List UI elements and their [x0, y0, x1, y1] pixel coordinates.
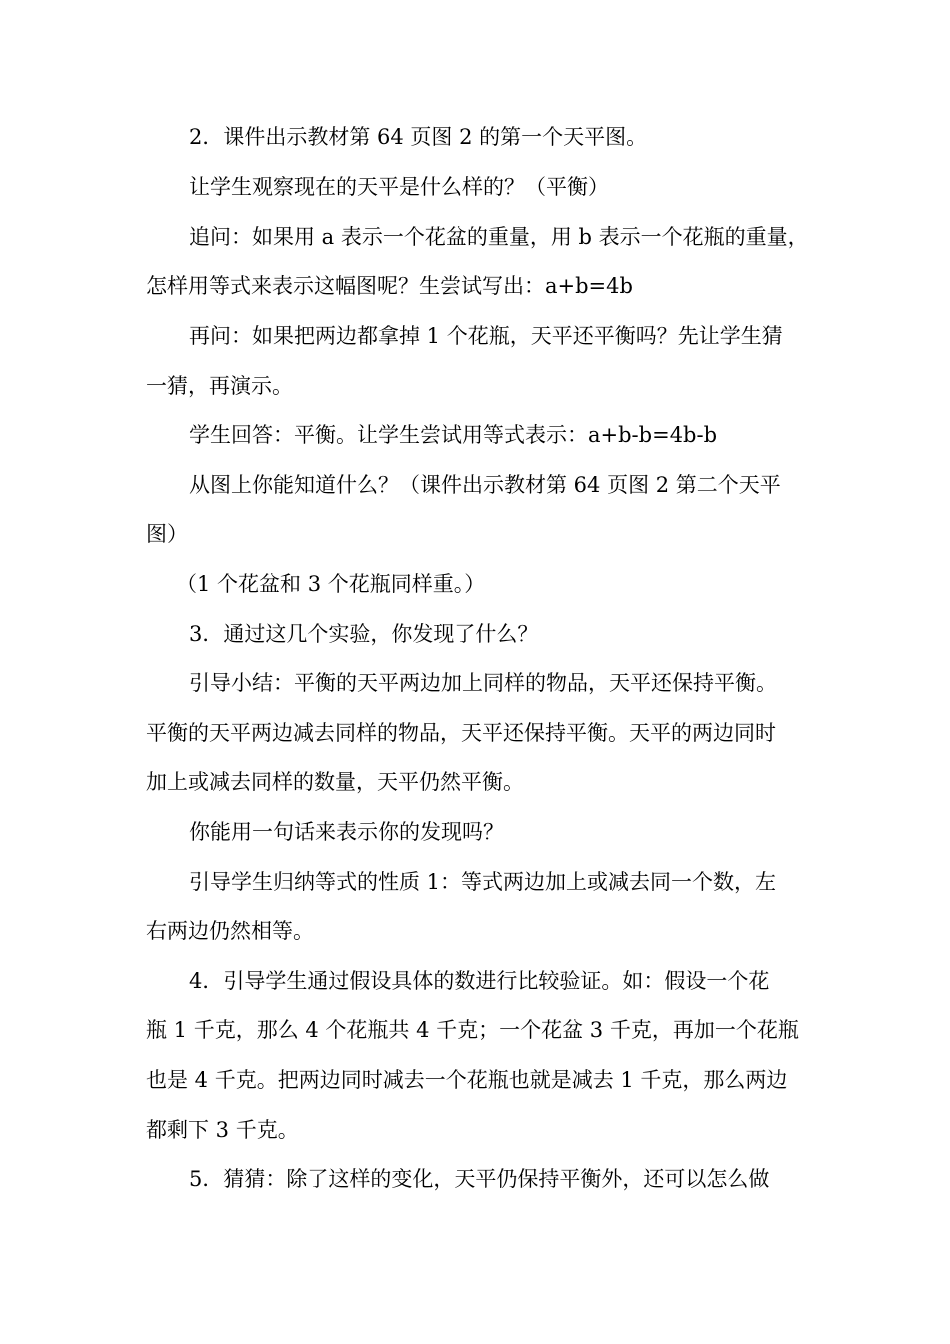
paragraph-line: （1 个花盆和 3 个花瓶同样重。） [176, 572, 486, 596]
paragraph-line: 引导小结：平衡的天平两边加上同样的物品，天平还保持平衡。 [189, 671, 777, 695]
paragraph-line: 再问：如果把两边都拿掉 1 个花瓶，天平还平衡吗？先让学生猜 [189, 324, 783, 348]
paragraph-line: 4．引导学生通过假设具体的数进行比较验证。如：假设一个花 [189, 969, 770, 993]
paragraph-line: 都剩下 3 千克。 [146, 1118, 299, 1142]
paragraph-line: 怎样用等式来表示这幅图呢？生尝试写出：a+b=4b [146, 274, 633, 298]
paragraph-line: 一猜，再演示。 [146, 374, 293, 398]
paragraph-line: 学生回答：平衡。让学生尝试用等式表示：a+b-b=4b-b [189, 423, 718, 447]
paragraph-line: 右两边仍然相等。 [146, 919, 314, 943]
paragraph-line: 图） [146, 522, 188, 546]
paragraph-line: 追问：如果用 a 表示一个花盆的重量，用 b 表示一个花瓶的重量， [189, 225, 809, 249]
paragraph-line: 从图上你能知道什么？（课件出示教材第 64 页图 2 第二个天平 [189, 473, 781, 497]
paragraph-line: 让学生观察现在的天平是什么样的？（平衡） [189, 175, 609, 199]
paragraph-line: 引导学生归纳等式的性质 1：等式两边加上或减去同一个数，左 [189, 870, 777, 894]
paragraph-line: 平衡的天平两边减去同样的物品，天平还保持平衡。天平的两边同时 [146, 721, 776, 745]
paragraph-line: 也是 4 千克。把两边同时减去一个花瓶也就是减去 1 千克，那么两边 [146, 1068, 788, 1092]
paragraph-line: 瓶 1 千克，那么 4 个花瓶共 4 千克；一个花盆 3 千克，再加一个花瓶 [146, 1018, 799, 1042]
paragraph-line: 你能用一句话来表示你的发现吗？ [189, 820, 504, 844]
paragraph-line: 5．猜猜：除了这样的变化，天平仍保持平衡外，还可以怎么做 [189, 1167, 770, 1191]
paragraph-line: 2．课件出示教材第 64 页图 2 的第一个天平图。 [189, 125, 648, 149]
paragraph-line: 3．通过这几个实验，你发现了什么？ [189, 622, 539, 646]
paragraph-line: 加上或减去同样的数量，天平仍然平衡。 [146, 770, 524, 794]
